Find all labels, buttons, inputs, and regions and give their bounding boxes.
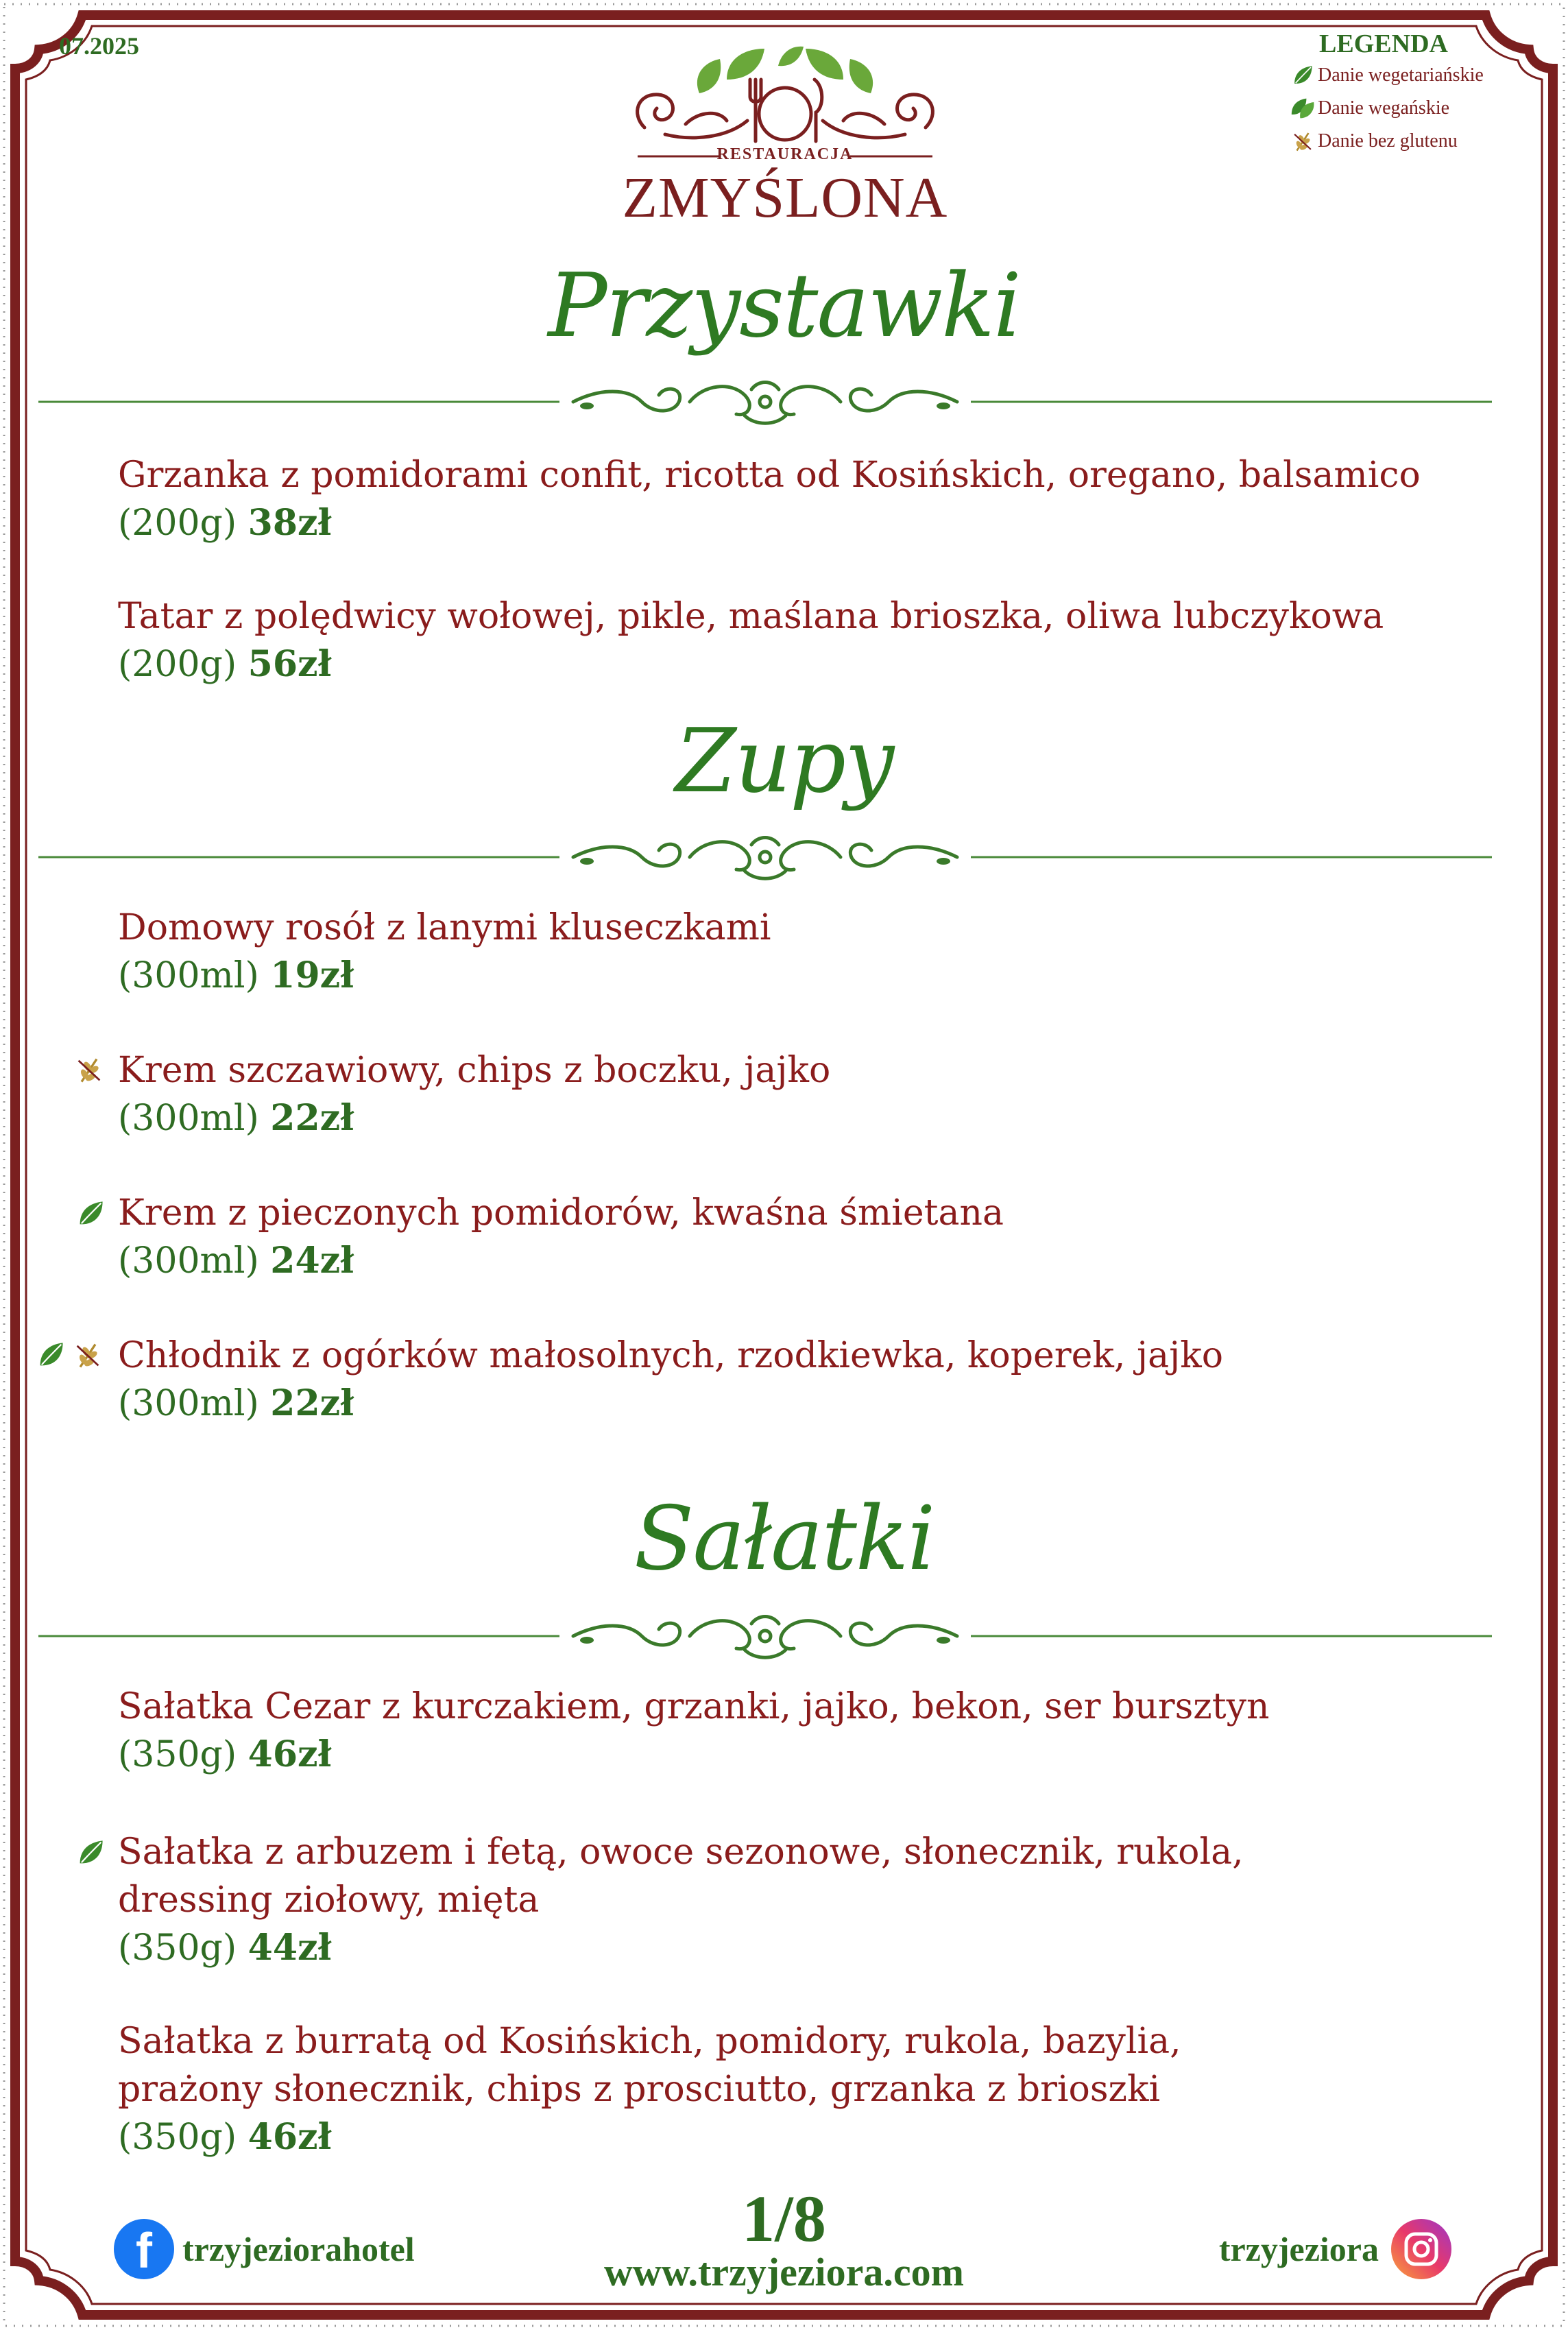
logo-name: ZMYŚLONA xyxy=(622,166,948,230)
item-diet-icons xyxy=(75,1199,106,1229)
menu-item: Tatar z polędwicy wołowej, pikle, maślana brioszka, oliwa lubczykowa (200g) 56zł xyxy=(118,596,1384,685)
item-diet-icons xyxy=(36,1340,103,1370)
menu-item: Sałatka Cezar z kurczakiem, grzanki, jajko, bekon, ser bursztyn (350g) 46zł xyxy=(118,1686,1270,1775)
menu-date: 07.2025 xyxy=(59,32,139,60)
menu-item: Krem z pieczonych pomidorów, kwaśna śmietana (300ml) 24zł xyxy=(118,1192,1004,1282)
website-link[interactable]: www.trzyjeziora.com xyxy=(604,2250,964,2294)
instagram-icon[interactable] xyxy=(1391,2219,1451,2279)
page-number: 1/8 xyxy=(742,2182,826,2255)
legend-title: LEGENDA xyxy=(1319,29,1448,58)
legend-gluten-free: Danie bez glutenu xyxy=(1288,125,1521,158)
menu-item: Sałatka z burratą od Kosińskich, pomidory, rukola, bazylia, prażony słonecznik, chips z prosciutto, grzanka z brioszki (350g) 46zł xyxy=(118,2021,1181,2158)
facebook-icon[interactable]: f xyxy=(114,2219,174,2279)
leaf-icon xyxy=(75,1838,106,1868)
logo-subtitle: RESTAURACJA xyxy=(716,145,854,163)
leaf-icon xyxy=(1291,64,1314,87)
legend-vegan: Danie wegańskie xyxy=(1288,92,1521,125)
menu-item: Krem szczawiowy, chips z boczku, jajko (300ml) 22zł xyxy=(118,1050,831,1139)
section-title-salatki: Sałatki xyxy=(634,1488,934,1590)
section-divider xyxy=(38,374,1492,429)
legend xyxy=(1288,29,1521,158)
leaf-icon xyxy=(36,1340,66,1370)
menu-item: Domowy rosół z lanymi kluseczkami (300ml) 19zł xyxy=(118,907,771,996)
section-title-przystawki: Przystawki xyxy=(548,255,1020,357)
menu-item: Chłodnik z ogórków małosolnych, rzodkiewka, koperek, jajko (300ml) 22zł xyxy=(118,1335,1224,1424)
facebook-handle[interactable]: trzyjeziorahotel xyxy=(182,2230,415,2268)
section-divider xyxy=(38,830,1492,885)
item-diet-icons xyxy=(75,1838,106,1868)
item-diet-icons xyxy=(74,1055,104,1085)
gluten-free-icon xyxy=(1291,130,1314,153)
menu-item: Grzanka z pomidorami confit, ricotta od Kosińskich, oregano, balsamico (200g) 38zł xyxy=(118,455,1421,544)
leaf-icon xyxy=(75,1199,106,1229)
gluten-free-icon xyxy=(74,1055,104,1085)
menu-item: Sałatka z arbuzem i fetą, owoce sezonowe, słonecznik, rukola, dressing ziołowy, mięta (350g) 44zł xyxy=(118,1831,1244,1969)
instagram-handle[interactable]: trzyjeziora xyxy=(1218,2230,1379,2268)
section-divider xyxy=(38,1609,1492,1664)
legend-vegetarian: Danie wegetariańskie xyxy=(1288,59,1521,92)
gluten-free-icon xyxy=(73,1340,103,1370)
double-leaf-icon xyxy=(1289,96,1316,121)
section-title-zupy: Zupy xyxy=(675,710,893,813)
instagram-link[interactable] xyxy=(1219,2219,1451,2279)
